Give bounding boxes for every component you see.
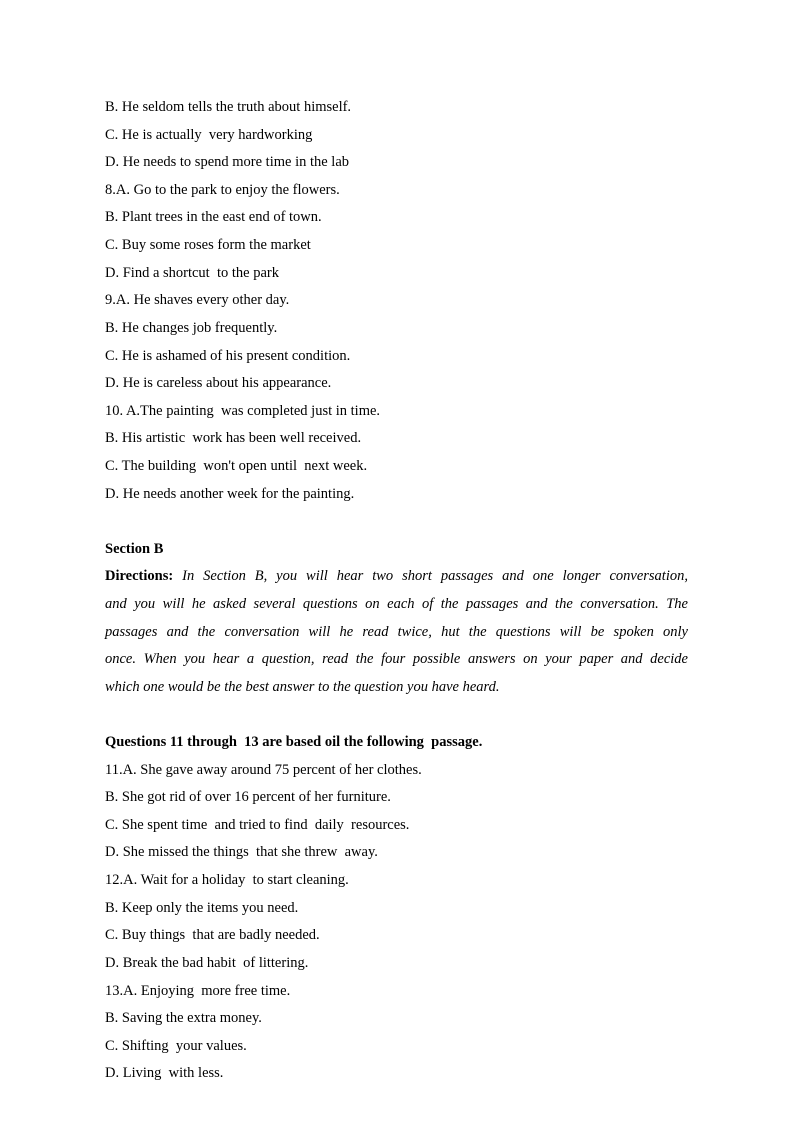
directions-label: Directions: <box>105 568 174 584</box>
option-9b: B. He changes job frequently. <box>105 320 278 336</box>
option-10b: B. His artistic work has been well received. <box>105 430 362 446</box>
directions-line: once. When you hear a question, read the four possible answers on your paper and decide <box>105 651 688 667</box>
directions-line: and you will he asked several questions on each of the passages and the conversation. The <box>105 596 688 612</box>
option-9d: D. He is careless about his appearance. <box>105 375 332 391</box>
option-9c: C. He is ashamed of his present condition. <box>105 348 351 364</box>
option-11c: C. She spent time and tried to find daily resources. <box>105 817 410 833</box>
option-9a: 9.A. He shaves every other day. <box>105 292 290 308</box>
option-10c: C. The building won't open until next week. <box>105 458 368 474</box>
option-8c: C. Buy some roses form the market <box>105 237 311 253</box>
option-12a: 12.A. Wait for a holiday to start cleaning. <box>105 872 349 888</box>
section-title: Section B <box>105 541 164 557</box>
option-7b: B. He seldom tells the truth about himself. <box>105 99 352 115</box>
passage-heading: Questions 11 through 13 are based oil the following passage. <box>105 734 483 750</box>
option-8d: D. Find a shortcut to the park <box>105 265 279 281</box>
option-8a: 8.A. Go to the park to enjoy the flowers. <box>105 182 340 198</box>
option-13b: B. Saving the extra money. <box>105 1010 262 1026</box>
option-8b: B. Plant trees in the east end of town. <box>105 209 322 225</box>
option-13d: D. Living with less. <box>105 1065 224 1081</box>
directions-text: In Section B, you will hear two short passages and one longer conversation, <box>173 568 688 584</box>
option-13c: C. Shifting your values. <box>105 1038 247 1054</box>
option-11b: B. She got rid of over 16 percent of her furniture. <box>105 789 391 805</box>
option-13a: 13.A. Enjoying more free time. <box>105 983 291 999</box>
directions-line <box>105 567 688 585</box>
option-10d: D. He needs another week for the painting. <box>105 486 355 502</box>
option-7d: D. He needs to spend more time in the lab <box>105 154 350 170</box>
option-12b: B. Keep only the items you need. <box>105 900 299 916</box>
option-12c: C. Buy things that are badly needed. <box>105 927 320 943</box>
option-11d: D. She missed the things that she threw away. <box>105 844 378 860</box>
option-10a: 10. A.The painting was completed just in time. <box>105 403 381 419</box>
option-12d: D. Break the bad habit of littering. <box>105 955 309 971</box>
option-11a: 11.A. She gave away around 75 percent of her clothes. <box>105 762 422 778</box>
option-7c: C. He is actually very hardworking <box>105 127 313 143</box>
directions-line: which one would be the best answer to the question you have heard. <box>105 679 500 695</box>
directions-line: passages and the conversation will he read twice, hut the questions will be spoken only <box>105 624 688 640</box>
